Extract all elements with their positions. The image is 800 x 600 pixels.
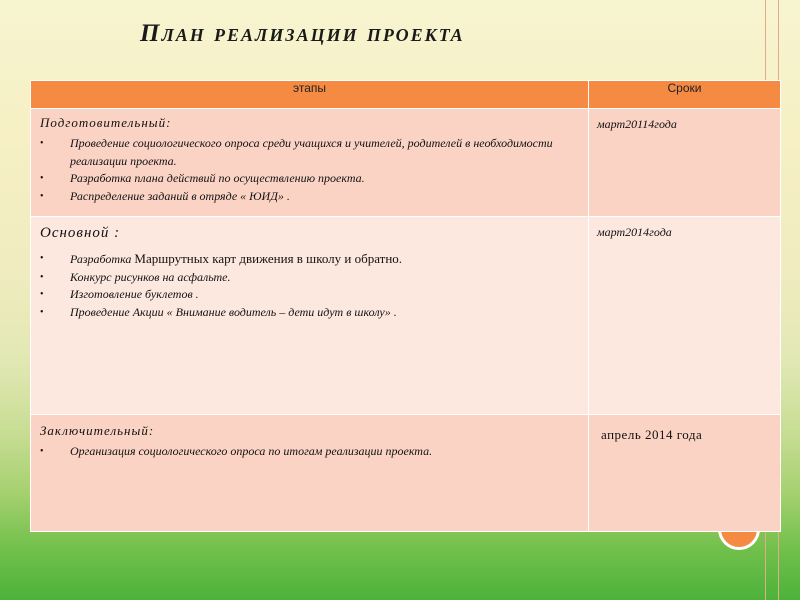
stage-title: Подготовительный: bbox=[40, 115, 172, 130]
deadline-cell bbox=[589, 109, 781, 217]
stage-cell bbox=[31, 217, 589, 415]
page-title: План реализации проекта bbox=[140, 20, 465, 47]
plan-table bbox=[30, 80, 781, 532]
header-stages: этапы bbox=[31, 81, 589, 109]
deadline-cell bbox=[589, 217, 781, 415]
stage-cell bbox=[31, 109, 589, 217]
bullet: • bbox=[40, 190, 44, 202]
task-text: Изготовление буклетов . bbox=[70, 287, 199, 301]
list-item bbox=[40, 250, 588, 269]
table-header-row bbox=[31, 81, 781, 109]
list-item bbox=[40, 135, 588, 170]
list-item bbox=[40, 188, 588, 206]
task-list bbox=[31, 135, 588, 205]
deadline-text: март2014года bbox=[597, 225, 672, 239]
deadline-cell bbox=[589, 415, 781, 532]
table-row bbox=[31, 109, 781, 217]
stage-title: Основной : bbox=[40, 225, 121, 241]
list-item bbox=[40, 170, 588, 188]
deadline-text: март20114года bbox=[597, 117, 677, 131]
stage-cell bbox=[31, 415, 589, 532]
deadline-text: апрель 2014 года bbox=[601, 427, 703, 442]
task-text: Проведение социологического опроса среди учащихся и учителей, родителей в необходимости реализации проекта. bbox=[70, 136, 553, 168]
task-text: Маршрутных карт движения в школу и обратно. bbox=[134, 251, 403, 266]
table-row bbox=[31, 217, 781, 415]
list-item bbox=[40, 286, 588, 304]
bullet: • bbox=[40, 253, 44, 264]
bullet: • bbox=[40, 271, 44, 283]
task-text: Проведение Акции « Внимание водитель – дети идут в школу» . bbox=[70, 304, 397, 319]
bullet: • bbox=[40, 446, 44, 457]
task-text: Организация социологического опроса по итогам реализации проекта. bbox=[70, 444, 433, 458]
task-text: Разработка плана действий по осуществлению проекта. bbox=[70, 171, 365, 185]
bullet: • bbox=[40, 173, 44, 184]
table-row bbox=[31, 415, 781, 532]
list-item bbox=[40, 443, 588, 461]
task-text: Разработка bbox=[70, 252, 135, 266]
task-list bbox=[31, 443, 588, 461]
list-item bbox=[40, 304, 588, 322]
task-text: Распределение заданий в отряде « ЮИД» . bbox=[70, 188, 290, 203]
header-deadlines: Сроки bbox=[589, 81, 781, 109]
list-item bbox=[40, 269, 588, 287]
bullet: • bbox=[40, 306, 44, 318]
bullet: • bbox=[40, 138, 44, 149]
bullet: • bbox=[40, 289, 44, 300]
task-list bbox=[31, 250, 588, 321]
task-text: Конкурс рисунков на асфальте. bbox=[70, 269, 231, 284]
stage-title: Заключительный: bbox=[40, 423, 155, 438]
